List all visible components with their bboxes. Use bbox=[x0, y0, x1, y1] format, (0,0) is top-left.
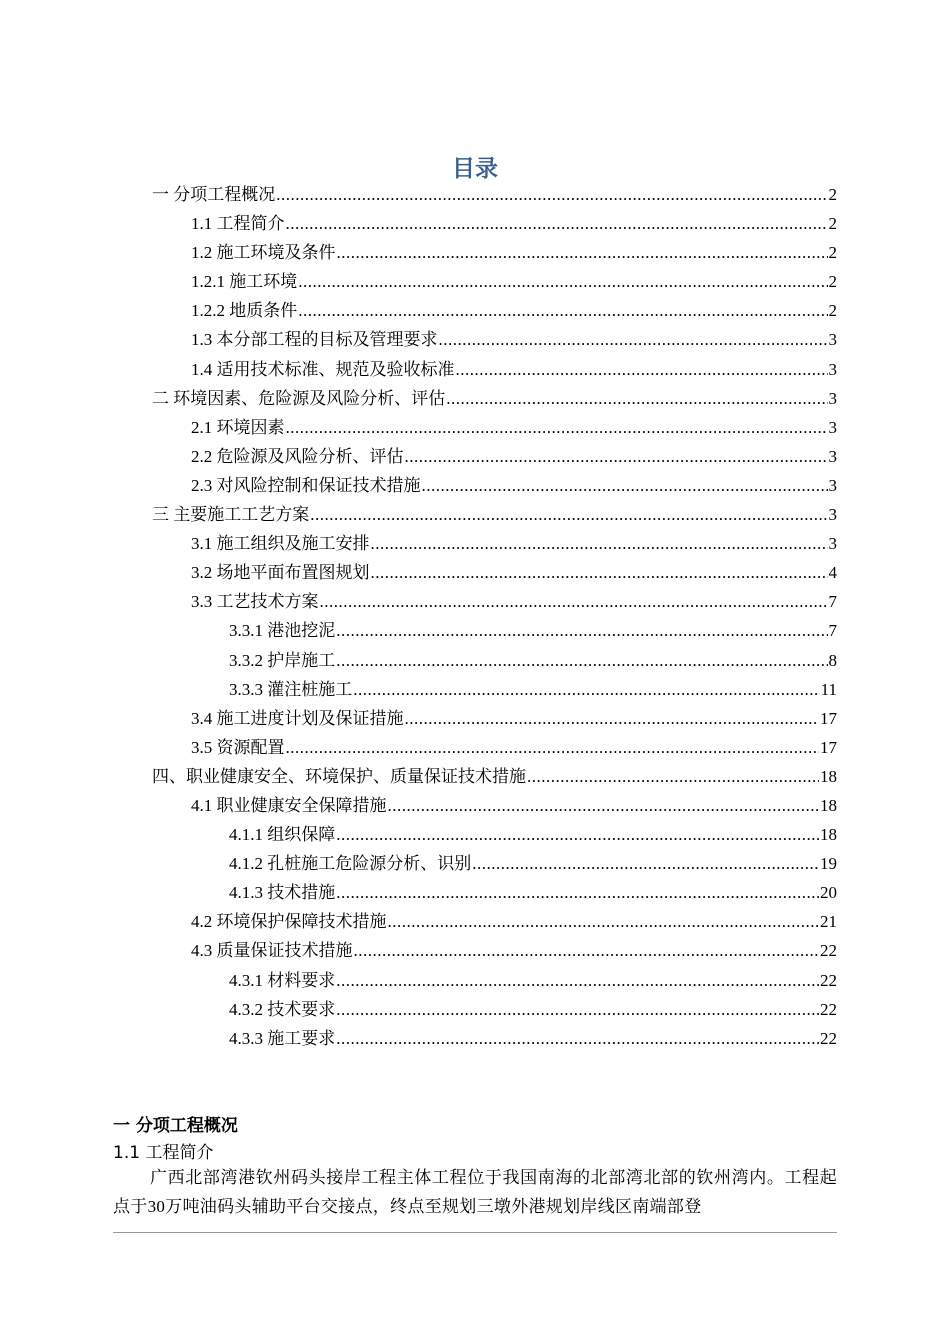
toc-entry[interactable] bbox=[0, 675, 837, 704]
toc-entry-page: 3 bbox=[828, 417, 837, 437]
toc-leader-dots bbox=[388, 791, 820, 820]
toc-leader-dots bbox=[336, 878, 819, 907]
toc-entry-page: 2 bbox=[828, 185, 837, 204]
toc-leader-dots bbox=[336, 966, 819, 995]
toc-entry-page: 3 bbox=[828, 475, 837, 495]
table-of-contents bbox=[0, 180, 950, 1053]
toc-leader-dots bbox=[405, 704, 820, 733]
toc-entry-label: 2.2 危险源及风险分析、评估 bbox=[191, 446, 404, 466]
toc-entry-page: 3 bbox=[828, 359, 837, 379]
toc-entry-label: 4.3.2 技术要求 bbox=[229, 999, 336, 1019]
toc-entry-label: 3.3.1 港池挖泥 bbox=[229, 621, 336, 641]
toc-entry[interactable] bbox=[0, 384, 837, 413]
toc-entry-label: 一 分项工程概况 bbox=[152, 185, 276, 204]
toc-entry[interactable] bbox=[0, 558, 837, 587]
toc-entry-page: 17 bbox=[820, 708, 837, 728]
toc-entry[interactable] bbox=[0, 413, 837, 442]
toc-entry[interactable] bbox=[0, 355, 837, 384]
toc-entry-label: 3.2 场地平面布置图规划 bbox=[191, 563, 370, 583]
toc-entry-label: 三 主要施工工艺方案 bbox=[152, 505, 310, 525]
toc-entry-page: 3 bbox=[828, 330, 837, 350]
section-heading: 一 分项工程概况 bbox=[113, 1116, 238, 1136]
toc-entry[interactable] bbox=[0, 442, 837, 471]
toc-entry-page: 7 bbox=[828, 592, 837, 612]
toc-entry[interactable] bbox=[0, 995, 837, 1024]
toc-entry[interactable] bbox=[0, 616, 837, 645]
toc-entry[interactable] bbox=[0, 646, 837, 675]
toc-entry-label: 1.3 本分部工程的目标及管理要求 bbox=[191, 330, 438, 350]
toc-entry-label: 2.3 对风险控制和保证技术措施 bbox=[191, 475, 421, 495]
toc-leader-dots bbox=[371, 529, 828, 558]
toc-entry[interactable] bbox=[0, 791, 837, 820]
toc-entry-page: 2 bbox=[828, 243, 837, 263]
toc-leader-dots bbox=[388, 907, 820, 936]
toc-entry[interactable] bbox=[0, 1024, 837, 1053]
toc-entry[interactable] bbox=[0, 209, 837, 238]
toc-entry-label: 4.1.3 技术措施 bbox=[229, 883, 336, 903]
toc-entry-label: 3.5 资源配置 bbox=[191, 737, 285, 757]
toc-entry-label: 4.1.1 组织保障 bbox=[229, 825, 336, 845]
toc-leader-dots bbox=[286, 209, 828, 238]
toc-entry-label: 4.2 环境保护保障技术措施 bbox=[191, 912, 387, 932]
toc-entry-label: 1.1 工程简介 bbox=[191, 214, 285, 234]
toc-entry[interactable] bbox=[0, 500, 837, 529]
toc-leader-dots bbox=[405, 442, 828, 471]
toc-leader-dots bbox=[336, 820, 819, 849]
toc-entry-page: 11 bbox=[820, 679, 837, 699]
toc-leader-dots bbox=[336, 646, 827, 675]
toc-entry-label: 3.4 施工进度计划及保证措施 bbox=[191, 708, 404, 728]
toc-entry[interactable] bbox=[0, 471, 837, 500]
toc-entry[interactable] bbox=[0, 936, 837, 965]
toc-leader-dots bbox=[276, 180, 827, 209]
toc-leader-dots bbox=[353, 675, 819, 704]
toc-entry[interactable] bbox=[0, 267, 837, 296]
toc-entry[interactable] bbox=[0, 966, 837, 995]
toc-entry-page: 18 bbox=[820, 825, 837, 845]
toc-leader-dots bbox=[354, 936, 820, 965]
toc-leader-dots bbox=[336, 995, 819, 1024]
toc-entry[interactable] bbox=[0, 878, 837, 907]
toc-entry-label: 四、职业健康安全、环境保护、质量保证技术措施 bbox=[152, 766, 526, 786]
toc-entry-page: 3 bbox=[828, 388, 837, 408]
toc-leader-dots bbox=[320, 587, 828, 616]
toc-entry-page: 2 bbox=[828, 301, 837, 321]
toc-leader-dots bbox=[310, 500, 827, 529]
page-divider bbox=[113, 1232, 837, 1233]
toc-entry-page: 2 bbox=[828, 214, 837, 234]
toc-entry-page: 8 bbox=[828, 650, 837, 670]
toc-entry-page: 4 bbox=[828, 563, 837, 583]
toc-entry-page: 21 bbox=[820, 912, 837, 932]
toc-entry-page: 22 bbox=[820, 970, 837, 990]
toc-entry[interactable] bbox=[0, 587, 837, 616]
toc-entry-label: 3.1 施工组织及施工安排 bbox=[191, 534, 370, 554]
toc-entry-label: 4.1 职业健康安全保障措施 bbox=[191, 795, 387, 815]
toc-leader-dots bbox=[298, 267, 827, 296]
toc-leader-dots bbox=[298, 296, 827, 325]
toc-leader-dots bbox=[446, 384, 827, 413]
toc-entry-label: 1.2.1 施工环境 bbox=[191, 272, 298, 292]
toc-entry-page: 18 bbox=[820, 795, 837, 815]
toc-entry-page: 19 bbox=[820, 854, 837, 874]
toc-entry-page: 2 bbox=[828, 272, 837, 292]
toc-entry[interactable] bbox=[0, 296, 837, 325]
toc-entry-label: 4.3.3 施工要求 bbox=[229, 1028, 336, 1048]
toc-entry-label: 1.2.2 地质条件 bbox=[191, 301, 298, 321]
toc-entry-page: 17 bbox=[820, 737, 837, 757]
toc-entry-label: 二 环境因素、危险源及风险分析、评估 bbox=[152, 388, 446, 408]
toc-entry-page: 22 bbox=[820, 999, 837, 1019]
body-paragraph: 广西北部湾港钦州码头接岸工程主体工程位于我国南海的北部湾北部的钦州湾内。工程起点于30万吨油码头辅助平台交接点，终点至规划三墩外港规划岸线区南端部登 bbox=[113, 1168, 837, 1216]
toc-entry-label: 1.2 施工环境及条件 bbox=[191, 243, 336, 263]
toc-entry-label: 1.4 适用技术标准、规范及验收标准 bbox=[191, 359, 455, 379]
toc-entry[interactable] bbox=[0, 238, 837, 267]
toc-leader-dots bbox=[337, 238, 828, 267]
toc-entry-page: 3 bbox=[828, 534, 837, 554]
toc-entry-label: 3.3.3 灌注桩施工 bbox=[229, 679, 353, 699]
toc-entry[interactable] bbox=[0, 907, 837, 936]
toc-entry[interactable] bbox=[0, 704, 837, 733]
toc-leader-dots bbox=[336, 616, 827, 645]
subsection-heading: 1.1 工程简介 bbox=[113, 1143, 214, 1163]
toc-entry[interactable] bbox=[0, 180, 837, 209]
toc-entry-label: 4.3 质量保证技术措施 bbox=[191, 941, 353, 961]
toc-title: 目录 bbox=[452, 156, 498, 182]
toc-entry[interactable] bbox=[0, 762, 837, 791]
toc-entry-label: 4.1.2 孔桩施工危险源分析、识别 bbox=[229, 854, 472, 874]
toc-leader-dots bbox=[371, 558, 828, 587]
toc-leader-dots bbox=[456, 355, 828, 384]
toc-entry[interactable] bbox=[0, 325, 837, 354]
toc-entry-page: 22 bbox=[820, 1028, 837, 1048]
toc-leader-dots bbox=[286, 733, 820, 762]
toc-leader-dots bbox=[472, 849, 819, 878]
toc-leader-dots bbox=[527, 762, 819, 791]
toc-entry[interactable] bbox=[0, 733, 837, 762]
toc-entry-page: 3 bbox=[828, 505, 837, 525]
toc-entry[interactable] bbox=[0, 849, 837, 878]
toc-leader-dots bbox=[336, 1024, 819, 1053]
toc-entry-page: 7 bbox=[828, 621, 837, 641]
toc-leader-dots bbox=[422, 471, 828, 500]
toc-entry-page: 18 bbox=[820, 766, 837, 786]
toc-entry-label: 2.1 环境因素 bbox=[191, 417, 285, 437]
toc-entry-label: 4.3.1 材料要求 bbox=[229, 970, 336, 990]
toc-entry-label: 3.3.2 护岸施工 bbox=[229, 650, 336, 670]
toc-leader-dots bbox=[439, 325, 828, 354]
toc-entry-page: 22 bbox=[820, 941, 837, 961]
toc-entry[interactable] bbox=[0, 820, 837, 849]
toc-entry-page: 3 bbox=[828, 446, 837, 466]
toc-entry-label: 3.3 工艺技术方案 bbox=[191, 592, 319, 612]
toc-entry-page: 20 bbox=[820, 883, 837, 903]
toc-leader-dots bbox=[286, 413, 828, 442]
toc-entry[interactable] bbox=[0, 529, 837, 558]
